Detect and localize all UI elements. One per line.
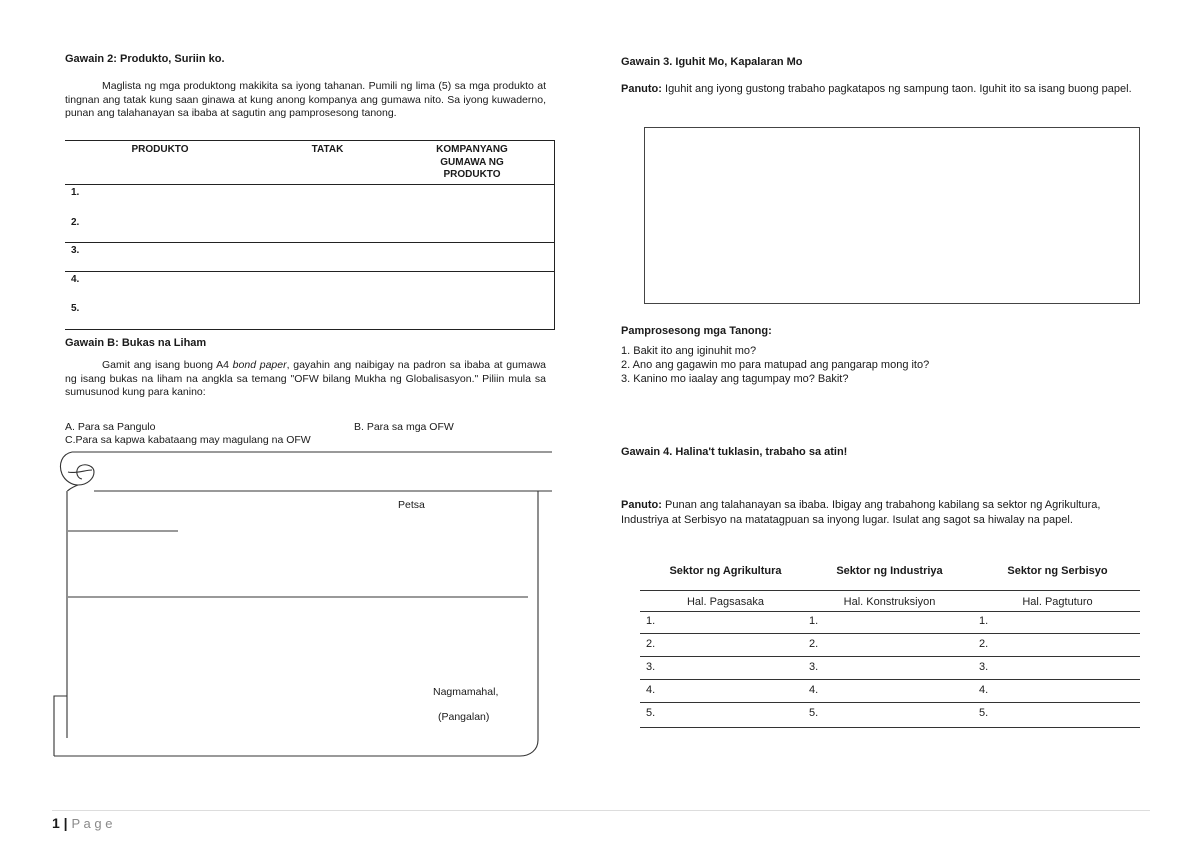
table-row-number: 3. <box>71 245 80 256</box>
option-a: A. Para sa Pangulo <box>65 421 156 433</box>
sektor-example: Hal. Pagsasaka <box>686 596 765 608</box>
question-list <box>621 344 929 386</box>
gawain-b-bond-paper: bond paper <box>232 359 287 371</box>
footer-divider <box>52 810 1150 811</box>
table-header-tatak: TATAK <box>311 144 344 155</box>
letter-closing: Nagmamahal, <box>433 686 499 698</box>
sektor-row-number: 2. <box>809 638 819 650</box>
table-divider <box>65 242 554 243</box>
produkto-table <box>65 140 555 330</box>
option-c: C.Para sa kapwa kabataang may magulang na OFW <box>65 434 311 446</box>
sektor-row-number: 4. <box>646 684 656 696</box>
gawain-4-panuto <box>621 498 1121 527</box>
sektor-table-line <box>640 633 1140 634</box>
sektor-row-number: 1. <box>809 615 819 627</box>
sektor-example: Hal. Konstruksiyon <box>843 596 936 608</box>
table-header-produkto: PRODUKTO <box>131 144 189 155</box>
sektor-row-number: 3. <box>646 661 656 673</box>
panuto-text: Punan ang talahanayan sa ibaba. Ibigay ang trabahong kabilang sa sektor ng Agrikultura, Industriya at Serbisyo na matatagpuan sa inyong lugar. Isulat ang sagot sa hiwalay na papel. <box>621 499 1101 526</box>
gawain-b-instructions <box>65 359 546 400</box>
sektor-row-number: 1. <box>646 615 656 627</box>
sektor-table-line <box>640 656 1140 657</box>
sektor-row-number: 4. <box>809 684 819 696</box>
sektor-table-line <box>640 590 1140 591</box>
question-item: 3. Kanino mo iaalay ang tagumpay mo? Bakit? <box>621 373 849 385</box>
gawain-2-instructions: Maglista ng mga produktong makikita sa iyong tahanan. Pumili ng lima (5) sa mga produkto at tingnan ang tatak kung saan ginawa at kung anong kompanya ang gumawa nito. Sa iyong kuwaderno, punan ang talahanayan sa ibaba at sagutin ang pamprosesong tanong. <box>65 80 546 119</box>
page-separator: | <box>59 815 72 831</box>
sektor-row-number: 2. <box>979 638 989 650</box>
page-footer <box>52 815 112 831</box>
pamprosesong-tanong-title: Pamprosesong mga Tanong: <box>621 325 772 337</box>
sektor-row-number: 5. <box>809 707 819 719</box>
panuto-text: Iguhit ang iyong gustong trabaho pagkatapos ng sampung taon. Iguhit ito sa isang buong papel. <box>661 83 1132 95</box>
table-divider <box>65 184 554 185</box>
option-b: B. Para sa mga OFW <box>354 421 454 433</box>
gawain-4-title: Gawain 4. Halina't tuklasin, trabaho sa atin! <box>621 446 848 458</box>
sektor-row-number: 3. <box>979 661 989 673</box>
sektor-table-line <box>640 702 1140 703</box>
sektor-row-number: 5. <box>979 707 989 719</box>
page-number: 1 <box>52 815 60 831</box>
question-item: 1. Bakit ito ang iginuhit mo? <box>621 345 757 357</box>
sektor-table-line <box>640 679 1140 680</box>
gawain-3-panuto <box>621 82 1147 97</box>
letter-signature-name: (Pangalan) <box>438 711 490 723</box>
question-item: 2. Ano ang gagawin mo para matupad ang pangarap mong ito? <box>621 359 930 371</box>
letter-petsa: Petsa <box>398 499 425 511</box>
table-row-number: 5. <box>71 303 80 314</box>
sektor-header-industriya: Sektor ng Industriya <box>836 565 943 577</box>
gawain-b-title: Gawain B: Bukas na Liham <box>65 337 207 349</box>
table-row-number: 2. <box>71 217 80 228</box>
table-header-kompanya: KOMPANYANG GUMAWA NG PRODUKTO <box>436 144 508 180</box>
sektor-row-number: 5. <box>646 707 656 719</box>
gawain-b-text: Gamit ang isang buong A4 <box>102 359 233 371</box>
sektor-header-serbisyo: Sektor ng Serbisyo <box>1007 565 1108 577</box>
sektor-example: Hal. Pagtuturo <box>1022 596 1093 608</box>
drawing-box <box>644 127 1140 304</box>
table-row-number: 4. <box>71 274 80 285</box>
sektor-header-agrikultura: Sektor ng Agrikultura <box>669 565 782 577</box>
table-row-number: 1. <box>71 187 80 198</box>
sektor-table-line <box>640 611 1140 612</box>
table-divider <box>65 271 554 272</box>
gawain-2-title: Gawain 2: Produkto, Suriin ko. <box>65 53 225 65</box>
panuto-label: Panuto: <box>621 83 662 95</box>
panuto-label: Panuto: <box>621 499 662 511</box>
gawain-b-text: , gayahin ang naibigay na padron sa ibaba at gumawa ng isang bukas na liham na angkla sa temang "OFW bilang Mukha ng Globalisasyon." Piliin mula sa sumusunod kung para kanino: <box>65 359 546 398</box>
sektor-table-line <box>640 727 1140 728</box>
gawain-3-title: Gawain 3. Iguhit Mo, Kapalaran Mo <box>621 56 803 68</box>
sektor-row-number: 1. <box>979 615 989 627</box>
sektor-row-number: 3. <box>809 661 819 673</box>
page-label: P a g e <box>71 816 113 831</box>
sektor-row-number: 4. <box>979 684 989 696</box>
sektor-row-number: 2. <box>646 638 656 650</box>
